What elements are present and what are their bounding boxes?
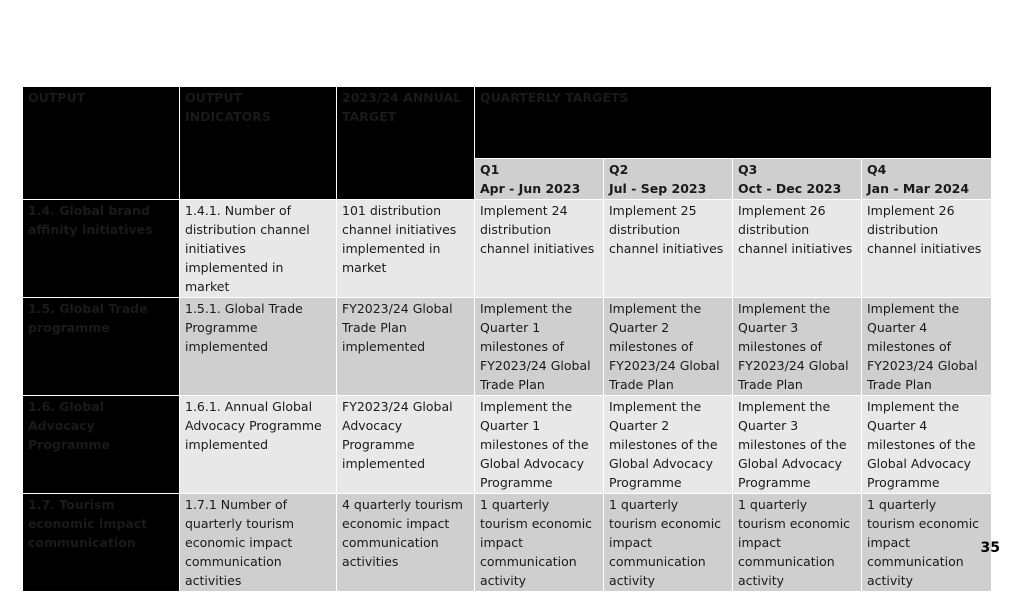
table-row bbox=[23, 298, 992, 396]
q4-target-cell: 1 quarterly tourism economic impact communication activity bbox=[862, 494, 992, 592]
output-cell: 1.5. Global Trade programme bbox=[23, 298, 180, 396]
output-cell: 1.4. Global brand affinity initiatives bbox=[23, 200, 180, 298]
q4-target-cell: Implement the Quarter 4 milestones of FY2023/24 Global Trade Plan bbox=[862, 298, 992, 396]
q2-target-cell: 1 quarterly tourism economic impact communication activity bbox=[604, 494, 733, 592]
q3-target-cell: Implement the Quarter 3 milestones of FY2023/24 Global Trade Plan bbox=[733, 298, 862, 396]
q4-period: Jan - Mar 2024 bbox=[867, 181, 970, 196]
q2-target-cell: Implement the Quarter 2 milestones of FY2023/24 Global Trade Plan bbox=[604, 298, 733, 396]
table-row bbox=[23, 494, 992, 592]
q3-target-cell: 1 quarterly tourism economic impact communication activity bbox=[733, 494, 862, 592]
q3-target-cell: Implement 26 distribution channel initiatives bbox=[733, 200, 862, 298]
annual-target-cell: FY2023/24 Global Advocacy Programme implemented bbox=[337, 396, 475, 494]
output-cell: 1.6. Global Advocacy Programme bbox=[23, 396, 180, 494]
q4-target-cell: Implement 26 distribution channel initiatives bbox=[862, 200, 992, 298]
quarterly-targets-table bbox=[22, 86, 992, 592]
q4-target-cell: Implement the Quarter 4 milestones of the Global Advocacy Programme bbox=[862, 396, 992, 494]
header-q1 bbox=[475, 159, 604, 200]
q3-target-cell: Implement the Quarter 3 milestones of the Global Advocacy Programme bbox=[733, 396, 862, 494]
q3-label: Q3 bbox=[738, 162, 758, 177]
indicator-cell: 1.7.1 Number of quarterly tourism economic impact communication activities bbox=[180, 494, 337, 592]
header-output-indicators: OUTPUT INDICATORS bbox=[180, 87, 337, 200]
q1-target-cell: Implement the Quarter 1 milestones of FY2023/24 Global Trade Plan bbox=[475, 298, 604, 396]
q1-target-cell: Implement 24 distribution channel initiatives bbox=[475, 200, 604, 298]
header-quarterly-targets: QUARTERLY TARGETS bbox=[475, 87, 992, 159]
q2-target-cell: Implement 25 distribution channel initiatives bbox=[604, 200, 733, 298]
annual-target-cell: FY2023/24 Global Trade Plan implemented bbox=[337, 298, 475, 396]
q1-target-cell: Implement the Quarter 1 milestones of the Global Advocacy Programme bbox=[475, 396, 604, 494]
q3-period: Oct - Dec 2023 bbox=[738, 181, 842, 196]
q2-period: Jul - Sep 2023 bbox=[609, 181, 707, 196]
q1-label: Q1 bbox=[480, 162, 500, 177]
header-q4 bbox=[862, 159, 992, 200]
indicator-cell: 1.6.1. Annual Global Advocacy Programme implemented bbox=[180, 396, 337, 494]
page-number: 35 bbox=[980, 540, 1000, 556]
header-q2 bbox=[604, 159, 733, 200]
header-output: OUTPUT bbox=[23, 87, 180, 200]
table-row bbox=[23, 396, 992, 494]
annual-target-cell: 4 quarterly tourism economic impact communication activities bbox=[337, 494, 475, 592]
q1-period: Apr - Jun 2023 bbox=[480, 181, 581, 196]
table-row bbox=[23, 200, 992, 298]
q1-target-cell: 1 quarterly tourism economic impact communication activity bbox=[475, 494, 604, 592]
q2-target-cell: Implement the Quarter 2 milestones of the Global Advocacy Programme bbox=[604, 396, 733, 494]
indicator-cell: 1.4.1. Number of distribution channel initiatives implemented in market bbox=[180, 200, 337, 298]
header-row-top bbox=[23, 87, 992, 159]
indicator-cell: 1.5.1. Global Trade Programme implemented bbox=[180, 298, 337, 396]
q4-label: Q4 bbox=[867, 162, 887, 177]
annual-target-cell: 101 distribution channel initiatives implemented in market bbox=[337, 200, 475, 298]
output-cell: 1.7. Tourism economic impact communication bbox=[23, 494, 180, 592]
header-annual-target: 2023/24 ANNUAL TARGET bbox=[337, 87, 475, 200]
header-q3 bbox=[733, 159, 862, 200]
q2-label: Q2 bbox=[609, 162, 629, 177]
